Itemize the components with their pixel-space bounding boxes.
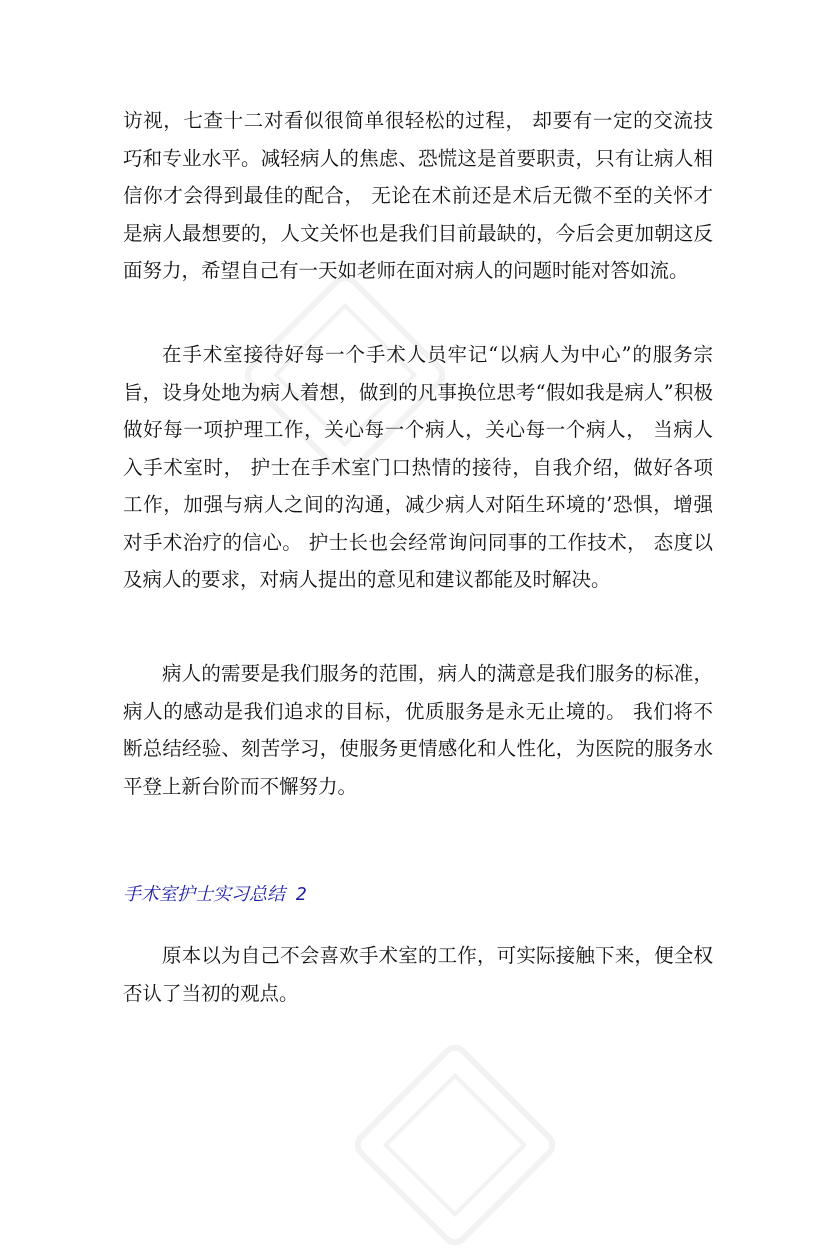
section-heading: 手术室护士实习总结 2: [123, 884, 307, 905]
paragraph-2: 在手术室接待好每一个手术人员牢记“以病人为中心”的服务宗旨，设身处地为病人着想，做到的凡事换位思考“假如我是病人”积极做好每一项护理工作，关心每一个病人，关心每一个病人， 当病人入手术室时， 护士在手术室门口热情的接待，自我介绍，做好各项工作，加强与病人之间的沟通，减少病人对陌生环境的’恐惧，增强对手术治疗的信心。 护士长也会经常询问同事的工作技术， 态度以及病人的要求，对病人提出的意见和建议都能及时解决。: [123, 343, 713, 591]
watermark-stamp: [349, 1039, 561, 1251]
paragraph-3: 病人的需要是我们服务的范围，病人的满意是我们服务的标准，病人的感动是我们追求的目标，优质服务是永无止境的。 我们将不断总结经验、刻苦学习，使服务更情感化和人性化，为医院的服务水平登上新台阶而不懈努力。: [123, 662, 713, 798]
paragraph-1: 访视，七查十二对看似很简单很轻松的过程， 却要有一定的交流技巧和专业水平。减轻病人的焦虑、恐慌这是首要职责，只有让病人相信你才会得到最佳的配合， 无论在术前还是术后无微不至的关怀才是病人最想要的，人文关怀也是我们目前最缺的，今后会更加朝这反面努力，希望自己有一天如老师在面对病人的问题时能对答如流。: [123, 109, 713, 282]
paragraph-4: 原本以为自己不会喜欢手术室的工作，可实际接触下来，便全权否认了当初的观点。: [123, 944, 713, 1005]
